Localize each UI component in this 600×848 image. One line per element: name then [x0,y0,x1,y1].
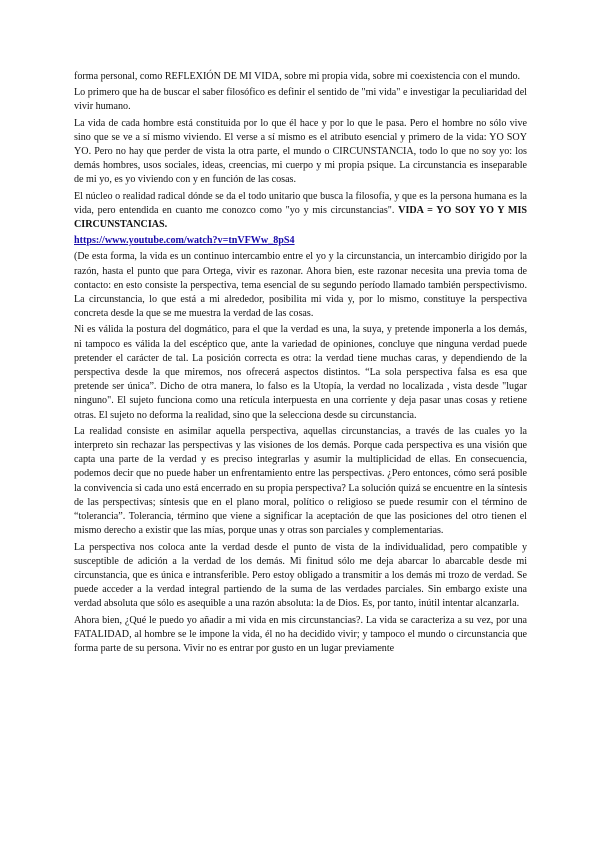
paragraph-reflexion: forma personal, como REFLEXIÓN DE MI VIDA, sobre mi propia vida, sobre mi coexistencia con el mundo. [74,71,521,82]
paragraph-nucleo [74,190,527,233]
paragraph-dogmatico: Ni es válida la postura del dogmático, para el que la verdad es una, la suya, y pretende imponerla a los demás, ni tampoco es válida la del escéptico que, ante la variedad de opiniones, concluye que ninguna verdad puede pretender el carácter de tal. La posición correcta es otra: la verdad tiene muchas caras, y dependiendo de la perspectiva desde la que miremos, nos ofrecerá aspectos distintos. “La sola perspectiva falsa es esa que pretende ser única”. Dicho de otra manera, lo falso es la Utopía, la verdad no localizada , vista desde "lugar ninguno". El sujeto funciona como una retícula interpuesta en una corriente y deja pasar unas cosas y retiene otras. El sujeto no deforma la realidad, sino que la selecciona desde su circunstancia. [74,324,527,421]
paragraph-realidad: La realidad consiste en asimilar aquella perspectiva, aquellas circunstancias, a través de las cuales yo la interpreto sin rechazar las perspectivas y las visiones de los demás. Porque cada perspectiva es una visión que capta una parte de la verdad y es preciso integrarlas y asumir la multiplicidad de ellas. En consecuencia, podemos decir que no puede haber un enfrentamiento entre las perspectivas. ¿Pero entonces, cómo será posible la convivencia si cada uno está encerrado en su propia perspectiva? La solución quizá se encuentre en la síntesis de las perspectivas; síntesis que en el plano moral, político o religioso se puede resumir con el término de “tolerancia”. Tolerancia, término que viene a significar la aceptación de que las posiciones del otro tienen el mismo derecho a existir que las mías, porque unas y otras son parciales y complementarias. [74,425,527,537]
paragraph-saber-filosofico: Lo primero que ha de buscar el saber filosófico es definir el sentido de "mi vida" e investigar la peculiaridad del vivir humano. [74,87,527,113]
link-paragraph [74,234,527,248]
youtube-link[interactable]: https://www.youtube.com/watch?v=tnVFWw_8pS4 [74,235,295,247]
paragraph-individualidad: La perspectiva nos coloca ante la verdad desde el punto de vista de la individualidad, pero compatible y susceptible de adición a la verdad de los demás. Mi finitud sólo me deja abarcar lo abarcable desde mi circunstancia, que es única e intransferible. Pero estoy obligado a transmitir a los demás mi trozo de verdad. Se puede acceder a la verdad integral partiendo de la suma de las verdades parciales. Sin embargo existe una verdad absoluta que sólo es asequible a una razón absoluta: la de Dios. Es, por tanto, inútil intentar alcanzarla. [74,541,527,610]
paragraph-perspectiva: (De esta forma, la vida es un continuo intercambio entre el yo y la circunstancia, un intercambio dirigido por la razón, hasta el punto que para Ortega, vivir es razonar. Ahora bien, este razonar necesita una previa toma de contacto: en esto consiste la perspectiva, tema esencial de su segundo período llamado también perspectivismo. La circunstancia, lo que está a mi alrededor, posibilita mi vida y, por lo mismo, constituye la perspectiva concreta desde la que se me muestra la verdad de las cosas. [74,251,527,320]
paragraph-nucleo-text: El núcleo o realidad radical dónde se da el todo unitario que busca la filosofía, y que es la persona humana es la vida, pero entendida en cuanto me conozco como "yo y mis circunstancias". [74,190,527,216]
vida-formula: VIDA = YO SOY YO Y MIS CIRCUNSTANCIAS. [74,204,527,231]
paragraph-fatalidad: Ahora bien, ¿Qué le puedo yo añadir a mi vida en mis circunstancias?. La vida se caracteriza a su vez, por una FATALIDAD, al hombre se le impone la vida, él no ha decidido vivir; y tampoco el mundo o circunstancia que forma parte de su persona. Vivir no es entrar por gusto en un lugar previamente [74,614,527,654]
paragraph-vida-hombre: La vida de cada hombre está constituida por lo que él hace y por lo que le pasa. Pero el hombre no sólo vive sino que se ve a sí mismo viviendo. El verse a sí mismo es el atributo esencial y primero de la vida: YO SOY YO. Pero no hay que perder de vista la otra parte, el mundo o CIRCUNSTANCIA, todo lo que no soy yo: los demás hombres, usos sociales, ideas, creencias, mi cuerpo y mi propia psique. La circunstancia es inseparable de mi yo, es yo viviendo con y en función de las cosas. [74,117,527,186]
